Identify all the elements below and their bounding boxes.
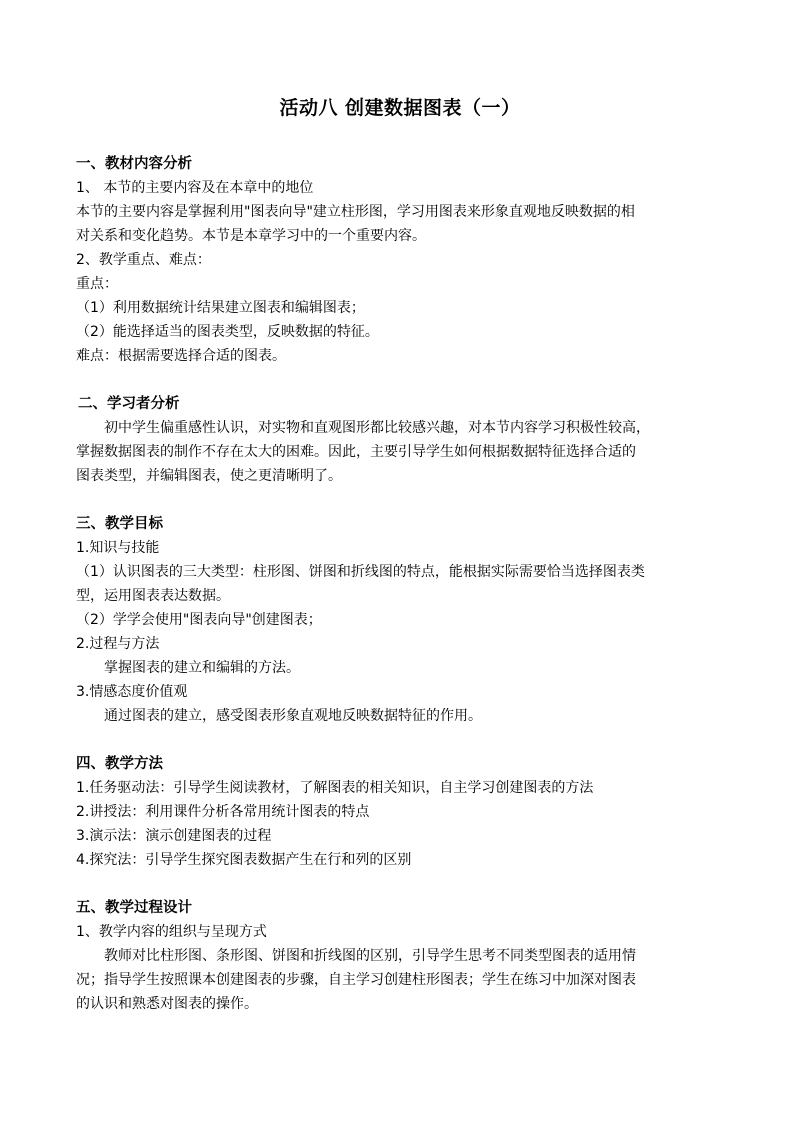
- paragraph-line: 1、教学内容的组织与呈现方式: [76, 924, 267, 940]
- paragraph-line: 2、教学重点、难点：: [76, 252, 211, 268]
- paragraph-line: 况；指导学生按照课本创建图表的步骤，自主学习创建柱形图表；学生在练习中加深对图表: [76, 972, 636, 988]
- page-title: 活动八 创建数据图表（一）: [279, 97, 521, 119]
- paragraph-line: 掌握图表的建立和编辑的方法。: [104, 660, 300, 676]
- list-item: （2）学学会使用"图表向导"创建图表；: [76, 612, 322, 628]
- section-heading-learner-analysis: 二、学习者分析: [78, 396, 180, 412]
- paragraph-line: 1、 本节的主要内容及在本章中的地位: [76, 180, 314, 196]
- list-item: （1）利用数据统计结果建立图表和编辑图表；: [76, 300, 365, 316]
- list-item: 4.探究法：引导学生探究图表数据产生在行和列的区别: [76, 852, 412, 868]
- paragraph-line: 对关系和变化趋势。本节是本章学习中的一个重要内容。: [76, 228, 426, 244]
- paragraph-line: 的认识和熟悉对图表的操作。: [76, 996, 258, 1012]
- section-heading-teaching-methods: 四、教学方法: [76, 756, 163, 772]
- section-heading-teaching-goals: 三、教学目标: [76, 516, 163, 532]
- list-item: 2.讲授法：利用课件分析各常用统计图表的特点: [76, 804, 370, 820]
- section-heading-process-design: 五、教学过程设计: [76, 900, 192, 916]
- section-heading-content-analysis: 一、教材内容分析: [76, 156, 192, 172]
- paragraph-line: 图表类型，并编辑图表，使之更清晰明了。: [76, 468, 342, 484]
- paragraph-line: 教师对比柱形图、条形图、饼图和折线图的区别，引导学生思考不同类型图表的适用情: [104, 948, 636, 964]
- paragraph-line: 难点：根据需要选择合适的图表。: [76, 348, 286, 364]
- list-item: 1.任务驱动法：引导学生阅读教材，了解图表的相关知识，自主学习创建图表的方法: [76, 780, 594, 796]
- paragraph-line: 重点：: [76, 276, 118, 292]
- paragraph-line: 本节的主要内容是掌握利用"图表向导"建立柱形图，学习用图表来形象直观地反映数据的相: [76, 204, 635, 220]
- paragraph-line: 1.知识与技能: [76, 540, 160, 556]
- list-item: （1）认识图表的三大类型：柱形图、饼图和折线图的特点，能根据实际需要恰当选择图表类: [76, 564, 645, 580]
- list-item: 3.演示法：演示创建图表的过程: [76, 828, 272, 844]
- paragraph-line: 初中学生偏重感性认识，对实物和直观图形都比较感兴趣，对本节内容学习积极性较高，: [104, 420, 650, 436]
- paragraph-line: 掌握数据图表的制作不存在太大的困难。因此，主要引导学生如何根据数据特征选择合适的: [76, 444, 636, 460]
- paragraph-line: 3.情感态度价值观: [76, 684, 188, 700]
- paragraph-line: 型，运用图表表达数据。: [76, 588, 230, 604]
- paragraph-line: 2.过程与方法: [76, 636, 160, 652]
- list-item: （2）能选择适当的图表类型，反映数据的特征。: [76, 324, 379, 340]
- paragraph-line: 通过图表的建立，感受图表形象直观地反映数据特征的作用。: [104, 708, 482, 724]
